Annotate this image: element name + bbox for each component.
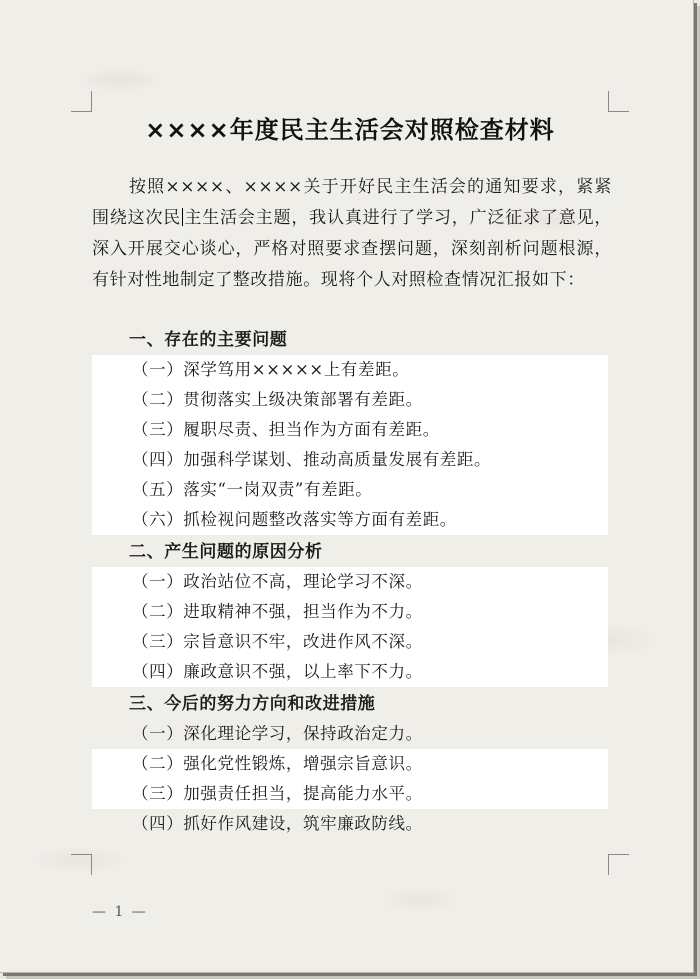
problem-item-2[interactable]: （二）贯彻落实上级决策部署有差距。 <box>92 385 608 415</box>
measure-item-4[interactable]: （四）抓好作风建设，筑牢廉政防线。 <box>132 814 423 833</box>
problem-item-5[interactable]: （五）落实“一岗双责”有差距。 <box>92 475 608 505</box>
crop-mark-top-left <box>71 91 92 112</box>
intro-text-part2[interactable]: 主生活会主题，我认真进行了学习，广泛征求了意见，深入开展交心谈心，严格对照要求查摆问题，深刻剖析问题根源，有针对性地制定了整改措施。现将个人对照检查情况汇报如下： <box>92 208 612 290</box>
intro-paragraph[interactable] <box>92 172 612 296</box>
problem-item-1[interactable]: （一）深学笃用×××××上有差距。 <box>92 355 608 385</box>
cause-item-1[interactable]: （一）政治站位不高，理论学习不深。 <box>92 567 608 597</box>
measure-item-1[interactable]: （一）深化理论学习，保持政治定力。 <box>132 724 423 743</box>
measure-item-2[interactable]: （二）强化党性锻炼，增强宗旨意识。 <box>92 749 608 779</box>
section-heading-problems[interactable]: 一、存在的主要问题 <box>129 330 288 350</box>
cause-item-4[interactable]: （四）廉政意识不强，以上率下不力。 <box>92 657 608 687</box>
crop-mark-bottom-right <box>608 854 629 875</box>
intro-text-part1[interactable]: 按照××××、××××关于开好民主生活会的通知要求，紧紧围绕这次民 <box>92 177 612 228</box>
text-cursor <box>182 208 183 226</box>
problem-item-3[interactable]: （三）履职尽责、担当作为方面有差距。 <box>92 415 608 445</box>
crop-mark-bottom-left <box>71 854 92 875</box>
section-heading-measures[interactable]: 三、今后的努力方向和改进措施 <box>129 694 376 714</box>
page-number: — 1 — <box>92 904 148 920</box>
cause-item-3[interactable]: （三）宗旨意识不牢，改进作风不深。 <box>92 627 608 657</box>
crop-mark-top-right <box>608 91 629 112</box>
section-heading-causes[interactable]: 二、产生问题的原因分析 <box>129 542 323 562</box>
problem-item-6[interactable]: （六）抓检视问题整改落实等方面有差距。 <box>92 505 608 535</box>
problem-item-4[interactable]: （四）加强科学谋划、推动高质量发展有差距。 <box>92 445 608 475</box>
cause-item-2[interactable]: （二）进取精神不强，担当作为不力。 <box>92 597 608 627</box>
measure-item-3[interactable]: （三）加强责任担当，提高能力水平。 <box>92 779 608 809</box>
document-title[interactable]: ××××年度民主生活会对照检查材料 <box>145 116 555 144</box>
